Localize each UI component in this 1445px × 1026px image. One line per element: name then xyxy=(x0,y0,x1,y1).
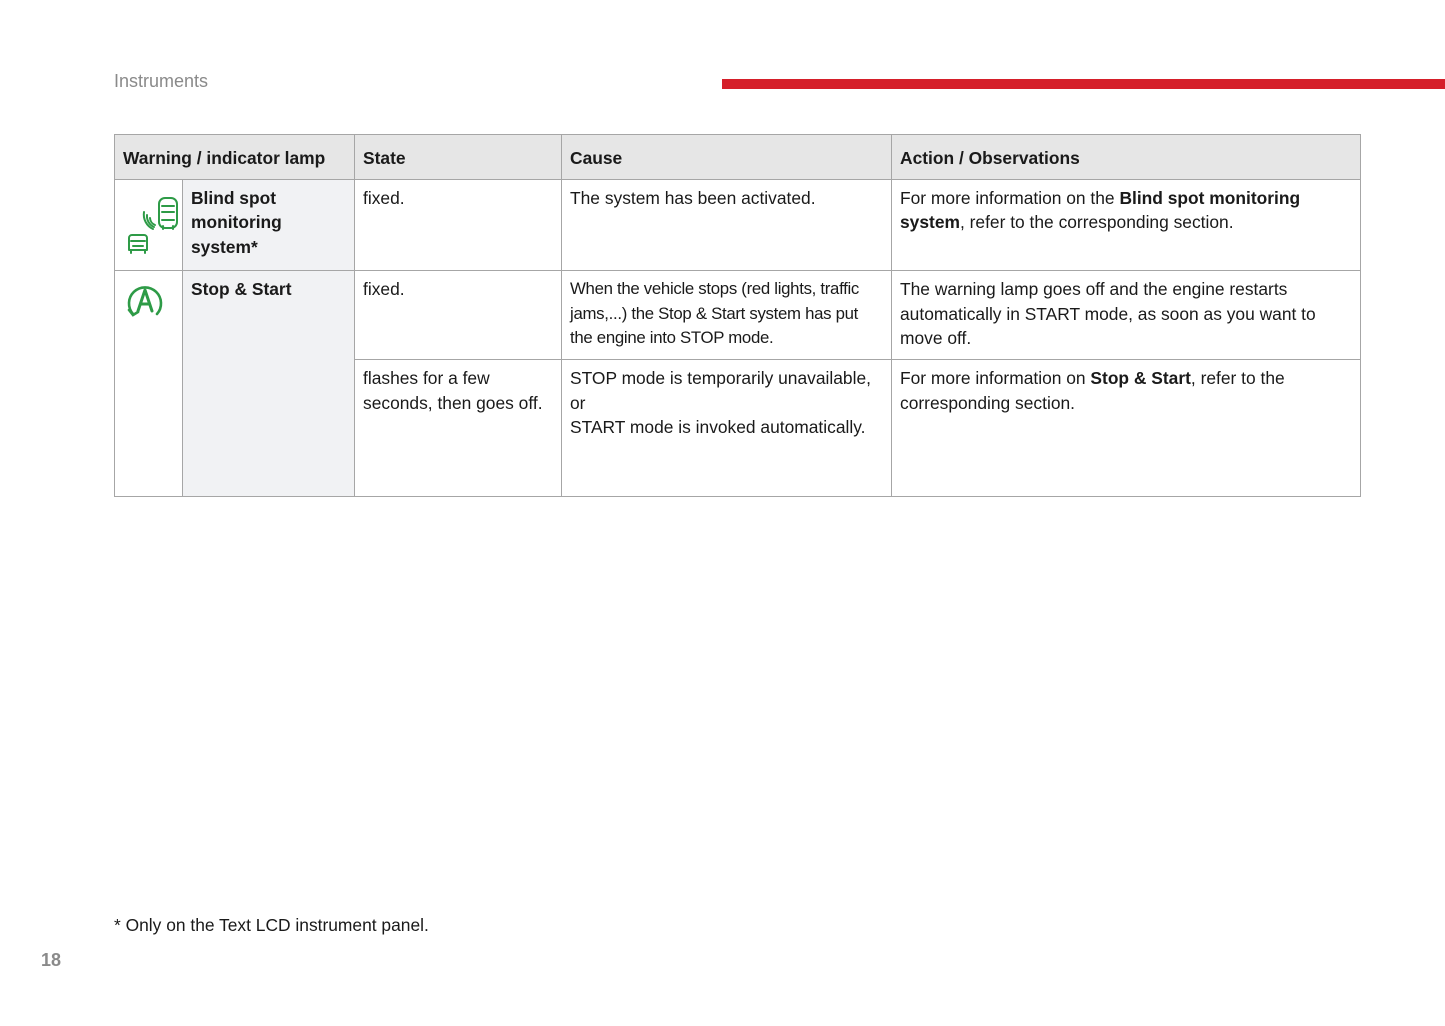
lamp-name-blind-spot: Blind spot monitoring system* xyxy=(183,180,355,271)
action-cell: For more information on the Blind spot monitoring system, refer to the corresponding section. xyxy=(892,180,1361,271)
table-row xyxy=(115,180,1361,271)
footnote: * Only on the Text LCD instrument panel. xyxy=(114,915,429,935)
action-cell: The warning lamp goes off and the engine restarts automatically in START mode, as soon as you want to move off. xyxy=(892,271,1361,360)
table-header-row xyxy=(115,135,1361,180)
stop-start-icon xyxy=(123,281,167,321)
column-header-lamp: Warning / indicator lamp xyxy=(115,135,355,180)
action-cell: For more information on Stop & Start, refer to the corresponding section. xyxy=(892,360,1361,497)
cause-cell: When the vehicle stops (red lights, traffic jams,...) the Stop & Start system has put the engine into STOP mode. xyxy=(562,271,892,360)
lamp-icon-cell xyxy=(115,271,183,497)
state-cell: fixed. xyxy=(355,271,562,360)
page-number: 18 xyxy=(41,950,62,970)
table-row xyxy=(115,271,1361,360)
cause-cell: STOP mode is temporarily unavailable, or START mode is invoked automatically. xyxy=(562,360,892,497)
blind-spot-icon xyxy=(123,194,181,256)
cause-cell: The system has been activated. xyxy=(562,180,892,271)
lamp-name-stop-start: Stop & Start xyxy=(183,271,355,497)
column-header-action: Action / Observations xyxy=(892,135,1361,180)
state-cell: fixed. xyxy=(355,180,562,271)
column-header-cause: Cause xyxy=(562,135,892,180)
lamp-icon-cell xyxy=(115,180,183,271)
section-title: Instruments xyxy=(114,71,209,91)
section-accent-bar xyxy=(722,79,1445,89)
state-cell: flashes for a few seconds, then goes off. xyxy=(355,360,562,497)
warning-lamps-table xyxy=(114,134,1361,497)
column-header-state: State xyxy=(355,135,562,180)
